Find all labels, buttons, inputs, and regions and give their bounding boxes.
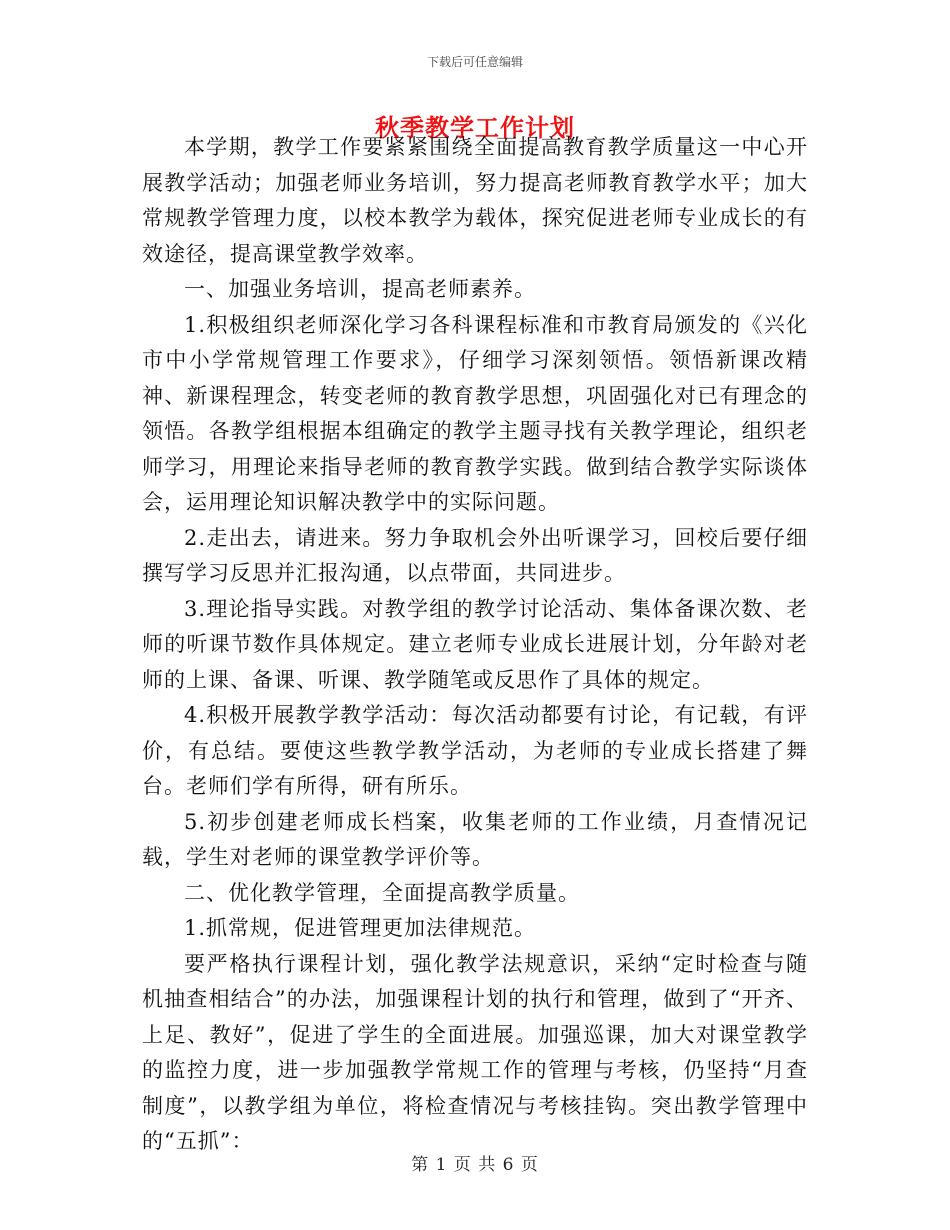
paragraph-item-1-5: 5.初步创建老师成长档案，收集老师的工作业绩，月查情况记载，学生对老师的课堂教学评价等。 [142, 809, 808, 869]
paragraph-item-1-1: 1.积极组织老师深化学习各科课程标准和市教育局颁发的《兴化市中小学常规管理工作要求》，仔细学习深刻领悟。领悟新课改精神、新课程理念，转变老师的教育教学思想，巩固强化对已有理念的领悟。各教学组根据本组确定的教学主题寻找有关教学理论，组织老师学习，用理论来指导老师的教育教学实践。做到结合教学实际谈体会，运用理论知识解决教学中的实际问题。 [142, 312, 808, 514]
paragraph-item-1-2: 2.走出去，请进来。努力争取机会外出听课学习，回校后要仔细撰写学习反思并汇报沟通，以点带面，共同进步。 [142, 525, 808, 585]
document-body [142, 130, 808, 1160]
section-heading-2: 二、优化教学管理，全面提高教学质量。 [184, 880, 580, 905]
header-note: 下载后可任意编辑 [426, 55, 523, 69]
paragraph-item-2-1-body: 要严格执行课程计划，强化教学法规意识，采纳“定时检查与随机抽查相结合”的办法，加强课程计划的执行和管理，做到了“开齐、上足、教好”，促进了学生的全面进展。加强巡课，加大对课堂教学的监控力度，进一步加强教学常规工作的管理与考核，仍坚持“月查制度”，以教学组为单位，将检查情况与考核挂钩。突出教学管理中的“五抓”： [142, 951, 808, 1153]
paragraph-item-2-1: 1.抓常规，促进管理更加法律规范。 [184, 916, 537, 940]
paragraph-item-1-4: 4.积极开展教学教学活动：每次活动都要有讨论，有记载，有评价，有总结。要使这些教学教学活动，为老师的专业成长搭建了舞台。老师们学有所得，研有所乐。 [142, 703, 808, 798]
page-number-footer: 第 1 页 共 6 页 [411, 1155, 539, 1175]
document-title: 秋季教学工作计划 [375, 113, 575, 142]
paragraph-item-1-3: 3.理论指导实践。对教学组的教学讨论活动、集体备课次数、老师的听课节数作具体规定。建立老师专业成长进展计划，分年龄对老师的上课、备课、听课、教学随笔或反思作了具体的规定。 [142, 596, 808, 692]
section-heading-1: 一、加强业务培训，提高老师素养。 [184, 277, 536, 301]
paragraph-intro: 本学期，教学工作要紧紧围绕全面提高教育教学质量这一中心开展教学活动；加强老师业务培训，努力提高老师教育教学水平；加大常规教学管理力度，以校本教学为载体，探究促进老师专业成长的有效途径，提高课堂教学效率。 [142, 135, 808, 266]
